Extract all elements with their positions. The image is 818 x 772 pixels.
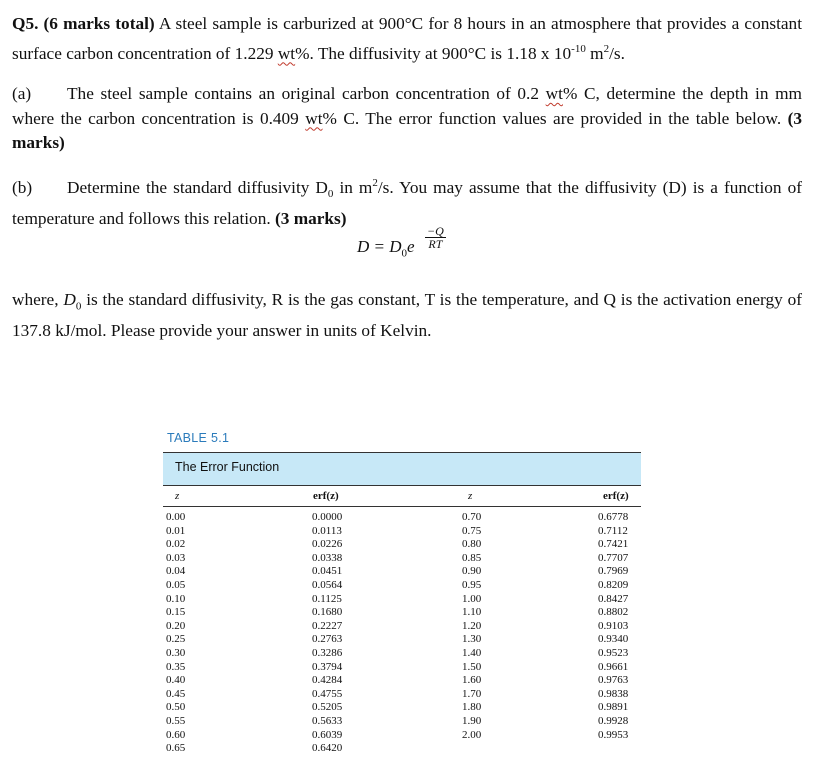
table-cell: 0.9661 xyxy=(598,660,629,673)
table-cell: 0.0564 xyxy=(312,578,343,591)
table-cell: 0.03 xyxy=(166,551,186,564)
table-cell: 0.5205 xyxy=(312,701,343,714)
table-cell: 1.80 xyxy=(462,701,482,714)
table-cell: 0.04 xyxy=(166,565,186,578)
table-cell: 0.25 xyxy=(166,633,186,646)
table-cell: 0.9103 xyxy=(598,619,629,632)
table-cell: 0.80 xyxy=(462,538,482,551)
table-cell: 0.60 xyxy=(166,728,186,741)
table-cell: 0.7707 xyxy=(598,551,629,564)
table-cell: 0.00 xyxy=(166,511,186,523)
table-cell: 0.9953 xyxy=(598,728,629,741)
table-cell: 0.05 xyxy=(166,578,186,591)
table-cell: 0.8209 xyxy=(598,578,629,591)
table-cell: 1.00 xyxy=(462,592,482,605)
table-cell: 0.45 xyxy=(166,687,186,700)
table-cell: 0.65 xyxy=(166,742,186,755)
table-cell: 0.2763 xyxy=(312,633,343,646)
table-cell: 0.9928 xyxy=(598,714,629,727)
part-b: (b) Determine the standard diffusivity $D_0$ in $m^2/s$. You may assume that the diffusivity (D) is a function of temperature and follows this relation. (3 marks) xyxy=(12,177,802,228)
table-cell: 1.30 xyxy=(462,633,482,646)
table-cell: 0.70 xyxy=(462,511,482,523)
table-cell: 0.85 xyxy=(462,551,482,564)
table-cell: 0.02 xyxy=(166,538,186,551)
table-cell: 0.8802 xyxy=(598,606,629,619)
table-cell: 0.0451 xyxy=(312,565,343,578)
column-z-1 xyxy=(166,511,185,756)
table-cell: 2.00 xyxy=(462,728,482,741)
table-cell: 0.10 xyxy=(166,592,186,605)
column-erf-2 xyxy=(598,511,628,742)
table-cell: 0.0338 xyxy=(312,551,343,564)
part-a: (a) The steel sample contains an original carbon concentration of 0.2 wt% C, determine the depth in mm where the carbon concentration is 0.409 wt% C. The error function values are provided in the table below. (3 marks) xyxy=(12,84,802,152)
header-z-2: z xyxy=(468,490,473,502)
table-cell: 1.60 xyxy=(462,674,482,687)
table-cell: 1.10 xyxy=(462,606,482,619)
table-cell: 0.6039 xyxy=(312,728,343,741)
table-cell: 0.3794 xyxy=(312,660,343,673)
table-title-bar xyxy=(163,452,641,486)
table-cell: 0.15 xyxy=(166,606,186,619)
header-erf-2: erf(z) xyxy=(603,490,629,502)
column-z-2 xyxy=(462,511,481,742)
column-erf-1 xyxy=(312,511,342,756)
table-cell: 0.50 xyxy=(166,701,186,714)
table-cell: 0.5633 xyxy=(312,714,343,727)
part-a-label: (a) xyxy=(12,84,32,103)
table-cell: 0.90 xyxy=(462,565,482,578)
table-cell: 0.3286 xyxy=(312,646,343,659)
table-cell: 0.9838 xyxy=(598,687,629,700)
table-cell: 0.1680 xyxy=(312,606,343,619)
question-heading: Q5. (6 marks total) xyxy=(12,14,155,33)
table-cell: 0.95 xyxy=(462,578,482,591)
table-cell: 0.30 xyxy=(166,646,186,659)
table-cell: 0.6778 xyxy=(598,511,629,523)
table-cell: 0.6420 xyxy=(312,742,343,755)
table-cell: 0.01 xyxy=(166,524,186,537)
table-cell: 1.70 xyxy=(462,687,482,700)
part-b-label: (b) xyxy=(12,177,33,197)
table-cell: 0.1125 xyxy=(312,592,342,605)
table-title: The Error Function xyxy=(175,460,280,474)
table-cell: 0.7112 xyxy=(598,524,628,537)
header-z-1: z xyxy=(175,490,180,502)
table-cell: 0.0000 xyxy=(312,511,343,523)
diffusivity-equation: $D = D_0e$ $\frac{-Q}{RT}$ xyxy=(357,224,444,260)
table-cell: 0.9763 xyxy=(598,674,629,687)
table-cell: 0.20 xyxy=(166,619,186,632)
table-cell: 0.2227 xyxy=(312,619,343,632)
table-cell: 0.7421 xyxy=(598,538,629,551)
table-cell: 0.0226 xyxy=(312,538,343,551)
table-cell: 1.20 xyxy=(462,619,482,632)
header-rule xyxy=(163,506,641,507)
table-cell: 0.9523 xyxy=(598,646,629,659)
table-cell: 0.55 xyxy=(166,714,186,727)
table-cell: 0.9891 xyxy=(598,701,629,714)
table-cell: 1.50 xyxy=(462,660,482,673)
equation-exponent: $\frac{-Q}{RT}$ xyxy=(427,224,444,251)
table-caption: TABLE 5.1 xyxy=(167,431,230,445)
table-cell: 0.0113 xyxy=(312,524,342,537)
table-cell: 0.4755 xyxy=(312,687,343,700)
table-cell: 0.40 xyxy=(166,674,186,687)
table-cell: 1.90 xyxy=(462,714,482,727)
table-cell: 0.8427 xyxy=(598,592,629,605)
table-cell: 0.4284 xyxy=(312,674,343,687)
part-a-marks: (3 marks) xyxy=(12,108,802,152)
question-intro: Q5. (6 marks total) A steel sample is carburized at 900°C for 8 hours in an atmosphere that provides a constant surface carbon concentration of 1.229 wt%. The diffusivity at 900°C is 1.18 x $10^{-10}$ $m^2/s$. xyxy=(12,14,802,63)
table-cell: 0.9340 xyxy=(598,633,629,646)
table-cell: 0.75 xyxy=(462,524,482,537)
table-cell: 0.35 xyxy=(166,660,186,673)
header-erf-1: erf(z) xyxy=(313,490,339,502)
where-paragraph: where, $D_0$ is the standard diffusivity, R is the gas constant, T is the temperature, and Q is the activation energy of 137.8 kJ/mol. Please provide your answer in units of Kelvin. xyxy=(12,290,802,340)
table-cell: 0.7969 xyxy=(598,565,629,578)
table-cell: 1.40 xyxy=(462,646,482,659)
part-b-marks: (3 marks) xyxy=(274,208,347,228)
